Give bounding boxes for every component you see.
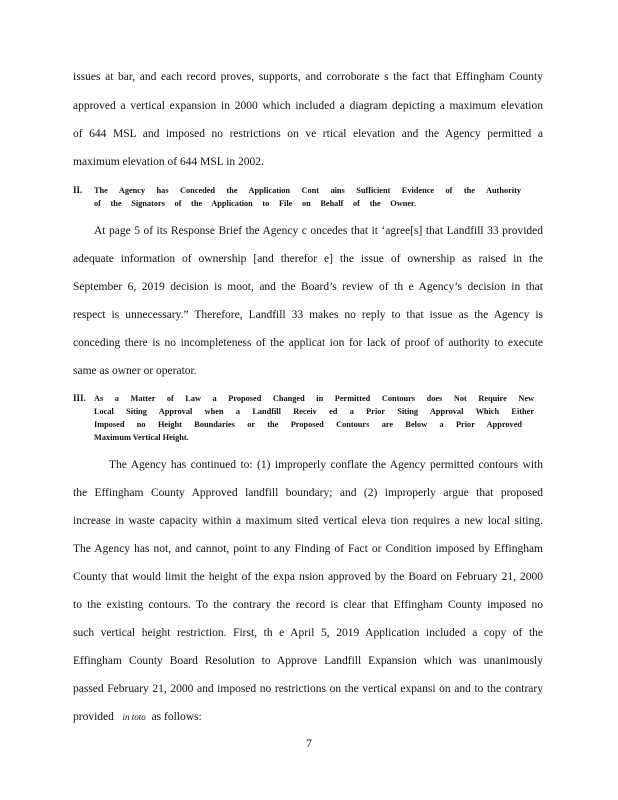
paragraph-line: increase in waste capacity within a maximum sited vertical eleva tion requires a new local siting. bbox=[73, 515, 543, 527]
paragraph-line: respect is unnecessary.” Therefore, Landfill 33 makes no reply to that issue as the Agency is bbox=[73, 309, 543, 321]
paragraph-line: same as owner or operator. bbox=[73, 365, 197, 377]
text-run: as follows: bbox=[151, 711, 202, 723]
heading-line: Imposed no Height Boundaries or the Proposed Contours are Below a Prior Approved bbox=[94, 420, 522, 429]
paragraph-line: County that would limit the height of the expa nsion approved by the Board on February 21, 2000 bbox=[73, 571, 543, 583]
text-run: provided bbox=[73, 711, 114, 723]
heading-line: Local Siting Approval when a Landfill Receiv ed a Prior Siting Approval Which Either bbox=[94, 407, 534, 416]
paragraph-line bbox=[73, 710, 202, 724]
paragraph-line: of 644 MSL and imposed no restrictions on ve rtical elevation and the Agency permitted a bbox=[73, 128, 543, 140]
heading-line: of the Signators of the Application to File on Behalf of the Owner. bbox=[94, 199, 416, 208]
paragraph-line: The Agency has not, and cannot, point to any Finding of Fact or Condition imposed by Effingham bbox=[73, 543, 543, 555]
paragraph-line: passed February 21, 2000 and imposed no restrictions on the vertical expansi on and to the contrary bbox=[73, 683, 543, 695]
italic-term: in toto bbox=[122, 712, 146, 722]
heading-number: II. bbox=[73, 185, 83, 195]
paragraph-line: conceding there is no incompleteness of the applicat ion for lack of proof of authority to execute bbox=[73, 337, 543, 349]
heading-number: III. bbox=[73, 393, 86, 403]
paragraph-line: the Effingham County Approved landfill boundary; and (2) improperly argue that proposed bbox=[73, 487, 543, 499]
heading-line: As a Matter of Law a Proposed Changed in Permitted Contours does Not Require New bbox=[94, 394, 534, 403]
heading-line: Maximum Vertical Height. bbox=[94, 433, 189, 442]
paragraph-line: issues at bar, and each record proves, supports, and corroborate s the fact that Effingham County bbox=[73, 71, 543, 83]
paragraph-line: At page 5 of its Response Brief the Agency c oncedes that it ‘agree[s] that Landfill 33 provided bbox=[94, 225, 543, 237]
heading-line: The Agency has Conceded the Application Cont ains Sufficient Evidence of the Authority bbox=[94, 186, 521, 195]
paragraph-line: Effingham County Board Resolution to Approve Landfill Expansion which was unanimously bbox=[73, 655, 543, 667]
paragraph-line: maximum elevation of 644 MSL in 2002. bbox=[73, 156, 264, 168]
paragraph-line: to the existing contours. To the contrary the record is clear that Effingham County imposed no bbox=[73, 599, 543, 611]
paragraph-line: September 6, 2019 decision is moot, and the Board’s review of th e Agency’s decision in that bbox=[73, 281, 543, 293]
page-number: 7 bbox=[306, 738, 312, 750]
paragraph-line: adequate information of ownership [and therefor e] the issue of ownership as raised in the bbox=[73, 253, 543, 265]
paragraph-line: The Agency has continued to: (1) improperly conflate the Agency permitted contours with bbox=[109, 459, 543, 471]
paragraph-line: approved a vertical expansion in 2000 which included a diagram depicting a maximum elevation bbox=[73, 100, 543, 112]
paragraph-line: such vertical height restriction. First, th e April 5, 2019 Application included a copy of the bbox=[73, 627, 543, 639]
